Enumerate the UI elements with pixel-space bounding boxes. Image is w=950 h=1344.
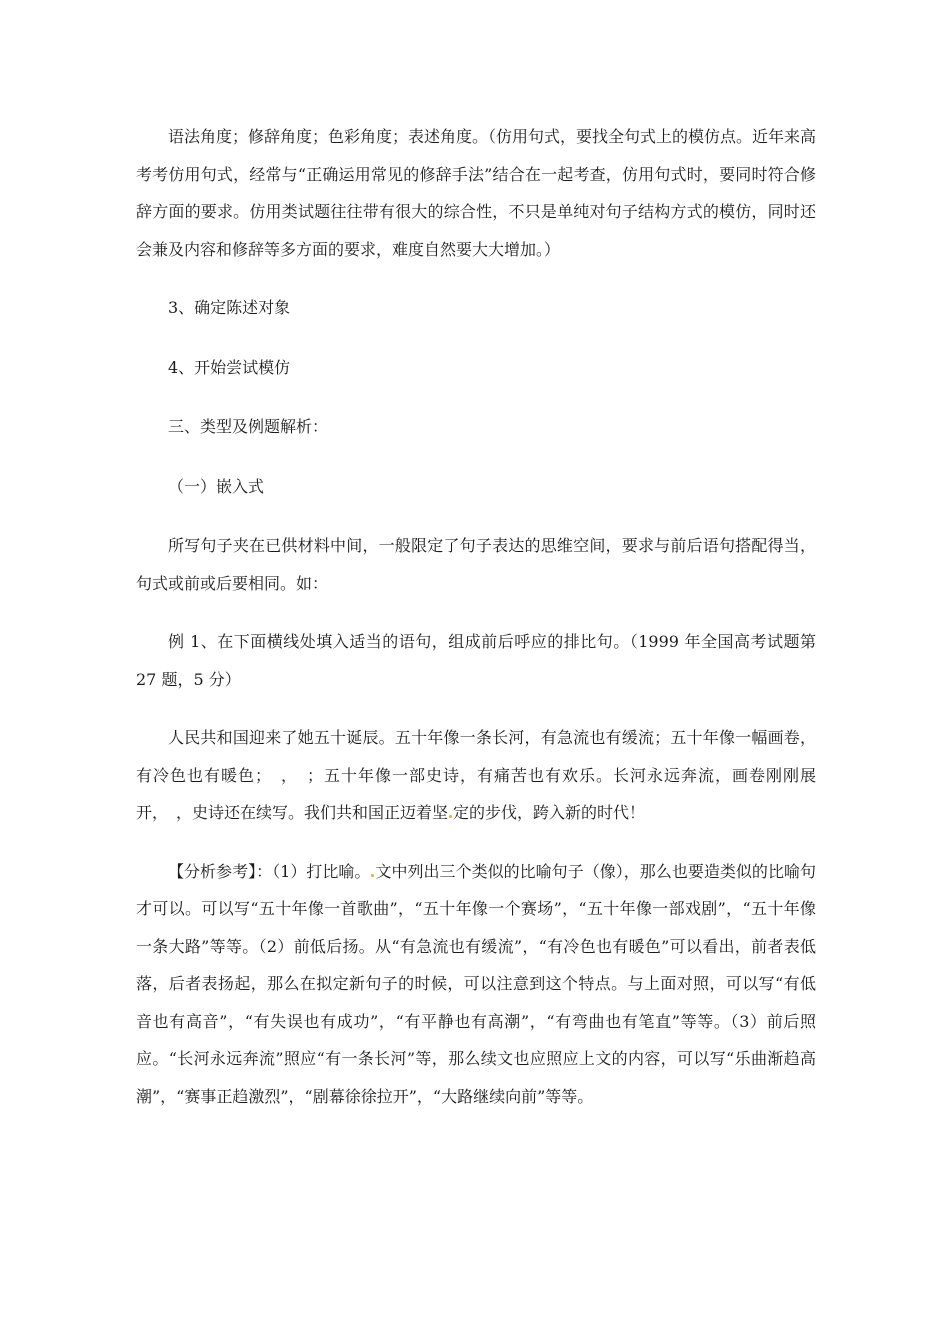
analysis-text-part-2: 文中列出三个类似的比喻句子（像），那么也要造类似的比喻句才可以。可以写“五十年像一首歌曲”，“五十年像一个赛场”，“五十年像一部戏剧”，“五十年像一条大路”等等。（2）前低后扬。从“有急流也有缓流”，“有冷色也有暖色”可以看出，前者表低落，后者表扬起，那么在拟定新句子的时候，可以注意到这个特点。与上面对照，可以写“有低音也有高音”，“有失误也有成功”，“有平静也有高潮”，“有弯曲也有笔直”等等。（3）前后照应。“长河永远奔流”照应“有一条长河”等，那么续文也应照应上文的内容，可以写“乐曲渐趋高潮”，“赛事正趋激烈”，“剧幕徐徐拉开”，“大路继续向前”等等。 — [136, 861, 816, 1106]
passage-text-part-2: 定的步伐，跨入新的时代！ — [453, 803, 646, 822]
section-3-heading: 三、类型及例题解析： — [168, 417, 329, 436]
subsection-1-heading: （一）嵌入式 — [168, 476, 265, 496]
document-body — [136, 118, 816, 1115]
step-4-heading: 4、开始尝试模仿 — [168, 357, 291, 377]
paragraph-modeling-angles: 语法角度；修辞角度；色彩角度；表述角度。（仿用句式，要找全句式上的模仿点。近年来高考考仿用句式，经常与“正确运用常见的修辞手法”结合在一起考查，仿用句式时，要同时符合修辞方面的要求。仿用类试题往往带有很大的综合性，不只是单纯对句子结构方式的模仿，同时还会兼及内容和修辞等多方面的要求，难度自然要大大增加。） — [136, 127, 817, 259]
example-1-question: 例 1、在下面横线处填入适当的语句，组成前后呼应的排比句。（1999 年全国高考试题第 27 题，5 分） — [136, 632, 816, 689]
paragraph-embedded-description: 所写句子夹在已供材料中间，一般限定了句子表达的思维空间，要求与前后语句搭配得当，句式或前或后要相同。如： — [136, 536, 816, 593]
mark-dot — [371, 874, 374, 877]
example-1-passage — [136, 719, 816, 832]
passage-text-part-1: 人民共和国迎来了她五十诞辰。五十年像一条长河，有急流也有缓流；五十年像一幅画卷，有冷色也有暖色； ， ；五十年像一部史诗，有痛苦也有欢乐。长河永远奔流，画卷刚刚展开， ，史诗还在续写。我们共和国正迈着坚 — [136, 728, 816, 822]
analysis-reference — [136, 853, 816, 1116]
mark-dot — [449, 815, 452, 818]
step-3-heading: 3、确定陈述对象 — [168, 298, 291, 317]
analysis-text-part-1: 【分析参考】：（1）打比喻。 — [168, 861, 371, 881]
